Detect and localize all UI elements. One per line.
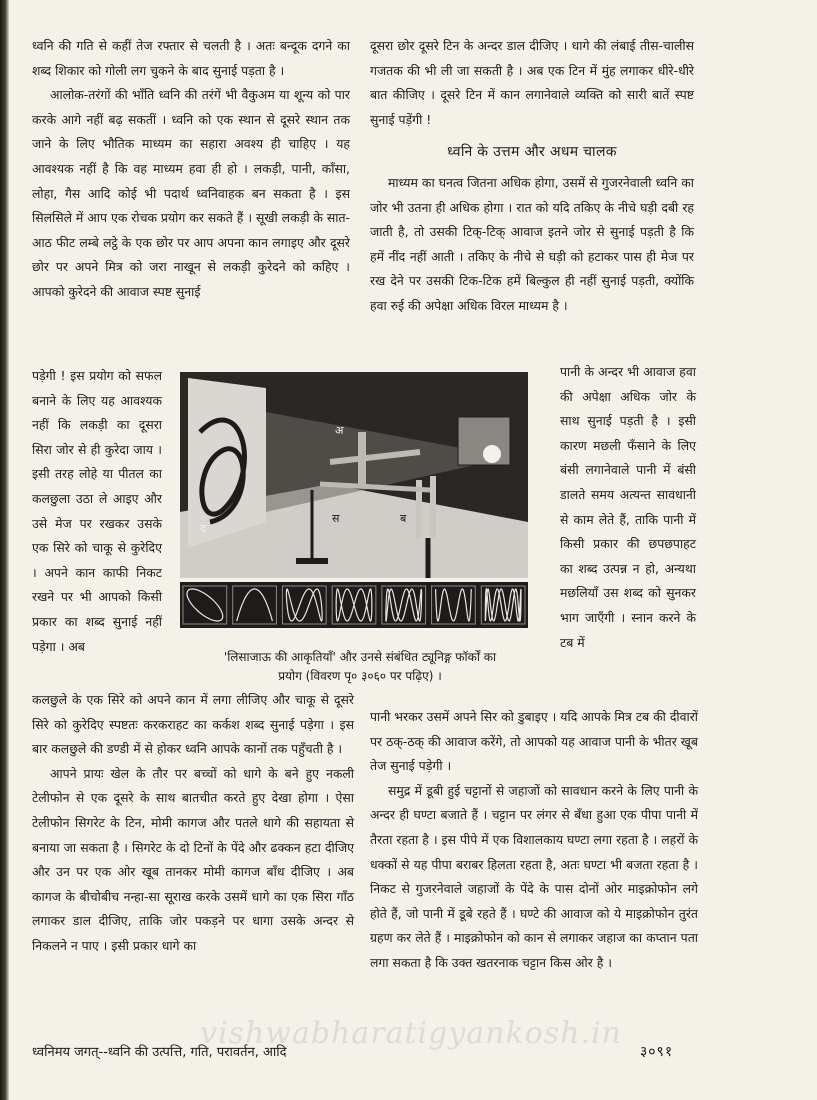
running-footer: ध्वनिमय जगत्--ध्वनि की उत्पत्ति, गति, परावर्तन, आदि — [32, 1045, 287, 1060]
lamp-lens — [483, 445, 501, 463]
stand-left-base — [296, 558, 328, 564]
right-paragraph-1: दूसरा छोर दूसरे टिन के अन्दर डाल दीजिए । धागे की लंबाई तीस-चालीस गजतक की भी ली जा सकती है । अब एक टिन में मुंह लगाकर धीरे-धीरे बात कीजिए । दूसरे टिन में कान लगानेवाले व्यक्ति को सारी बातें स्पष्ट सुनाई पड़ेंगी ! — [370, 38, 694, 127]
right-column-upper — [370, 34, 694, 319]
lissajous-figure — [180, 372, 528, 628]
left-paragraph-2: आलोक-तरंगों की भाँति ध्वनि की तरंगें भी वैकुअम या शून्य को पार करके आगे नहीं बढ़ सकतीं । ध्वनि को एक स्थान से दूसरे स्थान तक जाने के लिए भौतिक माध्यम का सहारा अवश्य ही चाहिए । यह आवश्यक नहीं है कि वह माध्यम हवा ही हो । लकड़ी, पानी, काँसा, लोहा, गैस आदि कोई भी पदार्थ ध्वनिवाहक बन सकता है । इस सिलसिले में आप एक रोचक प्रयोग कर सकते हैं । सूखी लकड़ी के सात-आठ फीट लम्बे लट्ठे के एक छोर पर आप अपना कान लगाइए और दूसरे छोर पर अपने मित्र को जरा नाखून से लकड़ी कुरेदने को कहिए । आपको कुरेदने की आवाज स्पष्ट सुनाई — [32, 87, 350, 299]
right-bottom-paragraph-2: समुद्र में डूबी हुई चट्टानों से जहाजों को सावधान करने के लिए पानी के अन्दर ही घण्टा बजाते हैं । चट्टान पर लंगर से बँधा हुआ एक पीपा पानी में तैरता रहता है । इस पीपे में एक विशालकाय घण्टा लगा रहता है । लहरों के धक्कों से यह पीपा बराबर हिलता रहता है, अतः घण्टा भी बजता रहता है । निकट से गुजरनेवाले जहाजों के पेंदे के पास दोनों ओर माइक्रोफोन लगे होते हैं, जो पानी में डूबे रहते हैं । घण्टे की आवाज को ये माइक्रोफोन तुरंत ग्रहण कर लेते हैं । माइक्रोफोन को कान से लगाकर जहाज का कप्तान पता लगा सकता है कि उक्त खतरनाक चट्टान किस ओर है । — [370, 782, 698, 970]
tuning-fork-b-prong — [430, 476, 436, 538]
label-a: अ — [335, 424, 344, 437]
label-b: ब — [400, 512, 407, 525]
left-narrow-paragraph: पड़ेगी ! इस प्रयोग को सफल बनाने के लिए यह आवश्यक नहीं कि लकड़ी का दूसरा सिरा जोर से ही कुरेदा जाय । इसी तरह लोहे या पीतल का कलछुला उठा ले आइए और उसे मेज पर रखकर उसके एक सिरे को चाकू से कुरेदिए । अपने कान काफी निकट रखने पर भी आपको किसी प्रकार का शब्द सुनाई नहीं पड़ेगा । अब — [32, 368, 162, 654]
right-column-narrow — [560, 360, 696, 655]
right-column-lower — [370, 705, 698, 976]
left-column-lower — [32, 688, 354, 959]
page-binding-edge — [0, 0, 9, 1100]
left-bottom-paragraph-1: कलछुले के एक सिरे को अपने कान में लगा लीजिए और चाकू से दूसरे सिरे को कुरेदिए स्पष्टतः करकराहट का कर्कश शब्द सुनाई पड़ेगा । इस बार कलछुले की डण्डी में से होकर ध्वनि आपके कानों तक पहुँचती है । — [32, 692, 354, 757]
right-paragraph-2: माध्यम का घनत्व जितना अधिक होगा, उसमें से गुजरनेवाली ध्वनि का जोर भी उतना ही अधिक होगा । रात को यदि तकिए के नीचे घड़ी दबी रह जाती है, तो उसकी टिक्-टिक् आवाज इतने जोर से सुनाई पड़ती है कि हमें नींद नहीं आती । तकिए के नीचे से घड़ी को हटाकर पास ही मेज पर रख देने पर उसकी टिक-टिक हमें बिल्कुल ही नहीं सुनाई पड़ती, क्योंकि हवा रुई की अपेक्षा अधिक विरल माध्यम है । — [370, 174, 694, 313]
left-column-upper — [32, 34, 350, 305]
lissajous-illustration — [180, 372, 528, 628]
label-d-left: द — [200, 522, 206, 535]
watermark: vishwabharatigyankosh.in — [200, 1016, 622, 1051]
section-heading: ध्वनि के उत्तम और अधम चालक — [447, 144, 617, 161]
page-number: ३०९१ — [640, 1044, 674, 1060]
right-narrow-paragraph: पानी के अन्दर भी आवाज हवा की अपेक्षा अधिक जोर के साथ सुनाई पड़ती है । इसी कारण मछली फँसाने के लिए बंसी लगानेवाले पानी में बंसी डालते समय अत्यन्त सावधानी से काम लेते हैं, ताकि पानी में किसी प्रकार की छपछपाहट का शब्द उत्पन्न न हो, अन्यथा मछलियाँ उस शब्द को सुनकर भाग जाएँगी । स्नान करने के टब में — [560, 364, 696, 650]
caption-line-1: 'लिसाजाऊ की आकृतियाँ' और उनसे संबंधित ट्यूनिङ्ग फॉर्कों का — [223, 650, 497, 664]
figure-caption — [180, 648, 540, 686]
left-paragraph-1: ध्वनि की गति से कहीं तेज रफ्तार से चलती है । अतः बन्दूक दगने का शब्द शिकार को गोली लग चुकने के बाद सुनाई पड़ता है । — [32, 38, 350, 78]
label-s: स — [332, 512, 340, 525]
caption-line-2: प्रयोग (विवरण पृ० ३०६० पर पढ़िए) । — [278, 669, 442, 683]
right-bottom-paragraph-1: पानी भरकर उसमें अपने सिर को डुबाइए । यदि आपके मित्र टब की दीवारों पर ठक्-ठक् की आवाज करेंगे, तो आपको यह आवाज पानी के भीतर खूब तेज सुनाई पड़ेगी । — [370, 709, 698, 774]
left-bottom-paragraph-2: आपने प्रायः खेल के तौर पर बच्चों को धागे के बने हुए नकली टेलीफोन से एक दूसरे के साथ बातचीत करते हुए देखा होगा । ऐसा टेलीफोन सिगरेट के टिन, मोमी कागज और पतले धागे की सहायता से बनाया जा सकता है । सिगरेट के दो टिनों के पेंदे और ढक्कन हटा दीजिए और उन पर एक ओर खूब तानकर मोमी कागज बाँध दीजिए । अब कागज के बीचोबीच नन्हा-सा सूराख करके उसमें धागे का एक सिरा गाँठ लगाकर डाल दीजिए, ताकि जोर पकड़ने पर धागा उसके अन्दर से निकलने न पाए । इसी प्रकार धागे का — [32, 765, 354, 953]
left-column-narrow — [32, 364, 162, 659]
